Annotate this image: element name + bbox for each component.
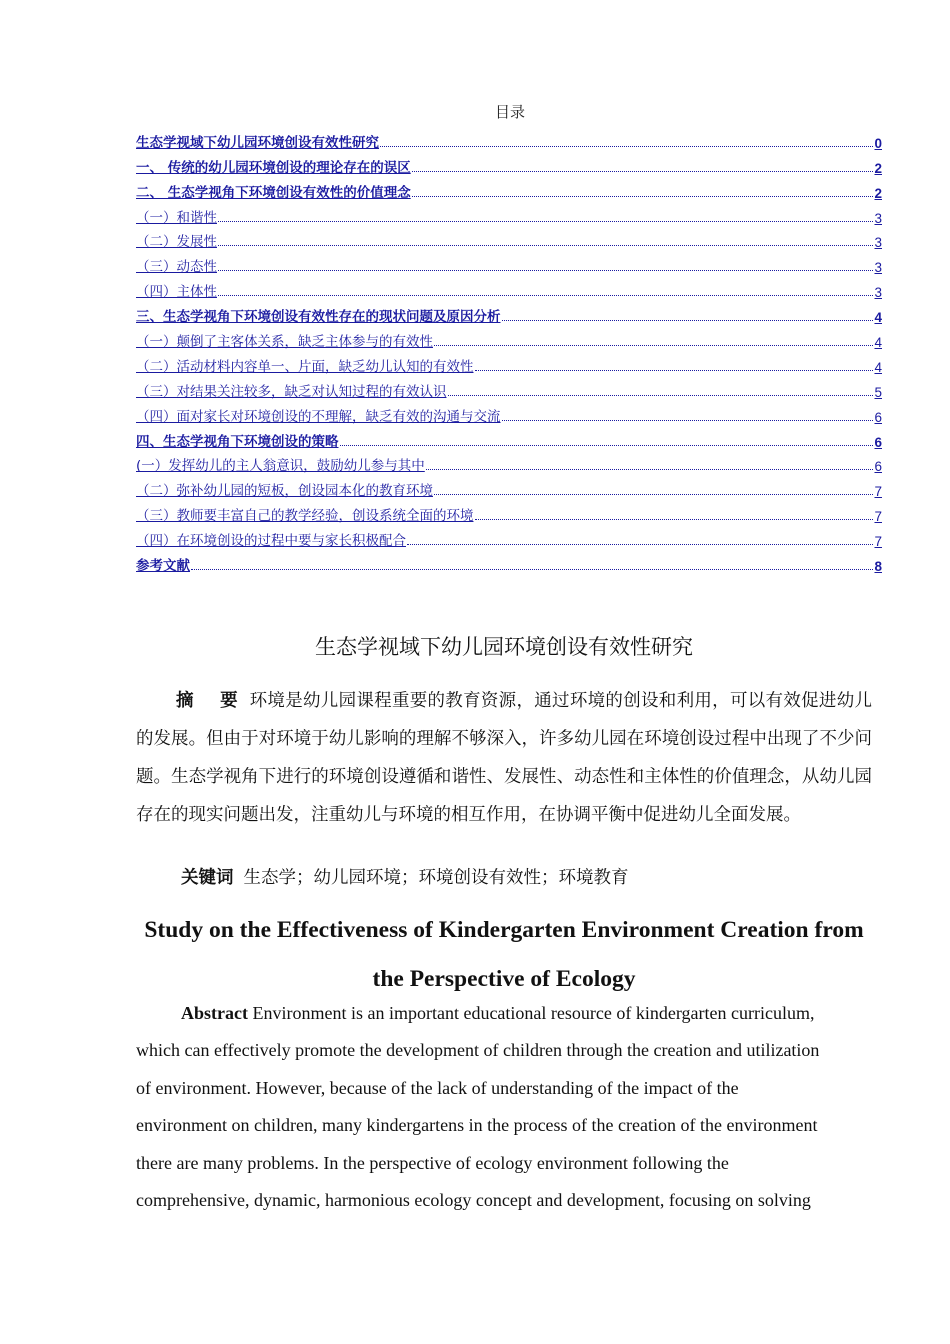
toc-entry-text: （二）发展性 (136, 234, 217, 251)
toc-entry-page: 6 (874, 409, 882, 425)
toc-entry[interactable] (136, 325, 882, 350)
toc-entry-page: 7 (874, 484, 882, 500)
toc-entry[interactable] (136, 474, 882, 499)
toc-leader (426, 469, 874, 470)
chinese-title: 生态学视域下幼儿园环境创设有效性研究 (315, 635, 693, 659)
english-abstract-line: there are many problems. In the perspective of ecology environment following the (136, 1152, 729, 1173)
toc-entry[interactable] (136, 201, 882, 226)
toc-leader (502, 420, 874, 421)
toc-entry-page: 6 (874, 459, 882, 475)
toc-entry[interactable] (136, 350, 882, 375)
english-abstract-line: of environment. However, because of the lack of understanding of the impact of the (136, 1077, 739, 1098)
toc-leader (412, 171, 874, 172)
toc-entry[interactable] (136, 151, 882, 176)
toc-entry-text: 三、生态学视角下环境创设有效性存在的现状问题及原因分析 (136, 309, 501, 326)
toc-entry-text: 一、 传统的幼儿园环境创设的理论存在的误区 (136, 159, 411, 176)
english-abstract (136, 995, 866, 1219)
toc-entry-text: 生态学视域下幼儿园环境创设有效性研究 (136, 134, 379, 151)
toc-leader (434, 494, 873, 495)
toc-entry-page: 6 (874, 434, 882, 450)
toc-leader (218, 221, 873, 222)
toc-entry-text: （四）主体性 (136, 284, 217, 301)
toc-leader (380, 146, 873, 147)
toc-leader (502, 320, 874, 321)
toc-entry-page: 8 (874, 559, 882, 575)
toc-entry[interactable] (136, 275, 882, 300)
toc-entry[interactable] (136, 250, 882, 275)
toc-leader (218, 270, 873, 271)
keywords-text: 生态学；幼儿园环境；环境创设有效性；环境教育 (243, 868, 629, 888)
chinese-abstract-label (176, 691, 238, 711)
abstract-label-char: 要 (219, 691, 238, 711)
toc-entry-page: 3 (874, 285, 882, 301)
toc-entry-text: （三）教师要丰富自己的教学经验，创设系统全面的环境 (136, 508, 474, 525)
toc-entry-page: 7 (874, 534, 882, 550)
toc-entry[interactable] (136, 300, 882, 325)
toc-entry[interactable] (136, 126, 882, 151)
toc-entry-page: 4 (874, 310, 882, 326)
toc-entry-page: 3 (874, 210, 882, 226)
toc-entry-page: 4 (874, 359, 882, 375)
chinese-abstract (136, 682, 872, 834)
abstract-label-char: 摘 (176, 691, 194, 711)
toc-entry[interactable] (136, 549, 882, 574)
toc-entry-page: 2 (874, 185, 882, 201)
toc-entry-page: 2 (874, 160, 882, 176)
toc-leader (475, 519, 874, 520)
toc-entry-page: 4 (874, 335, 882, 351)
chinese-keywords (181, 864, 629, 889)
english-title: Study on the Effectiveness of Kindergarten Environment Creation from the Perspective of Ecology (144, 917, 864, 992)
toc-leader (218, 245, 873, 246)
toc-entry-page: 5 (874, 384, 882, 400)
english-abstract-line: which can effectively promote the development of children through the creation and utilization (136, 1040, 820, 1061)
toc-entry-text: (一）发挥幼儿的主人翁意识，鼓励幼儿参与其中 (136, 458, 425, 475)
toc-entry[interactable] (136, 425, 882, 450)
toc-leader (448, 395, 874, 396)
toc-entry-text: （二）活动材料内容单一、片面，缺乏幼儿认知的有效性 (136, 358, 474, 375)
english-abstract-line: comprehensive, dynamic, harmonious ecology concept and development, focusing on solving (136, 1190, 811, 1211)
toc-title: 目录 (494, 103, 525, 121)
toc-entry-text: （一）和谐性 (136, 209, 217, 226)
toc-entry[interactable] (136, 524, 882, 549)
table-of-contents (136, 126, 882, 574)
toc-entry-text: （三）对结果关注较多，缺乏对认知过程的有效认识 (136, 383, 447, 400)
toc-leader (475, 370, 874, 371)
toc-leader (191, 569, 873, 570)
toc-leader (340, 445, 874, 446)
toc-entry[interactable] (136, 226, 882, 251)
english-abstract-label: Abstract (181, 1003, 248, 1023)
toc-leader (407, 544, 873, 545)
chinese-abstract-text: 环境是幼儿园课程重要的教育资源，通过环境的创设和利用，可以有效促进幼儿的发展。但由于对环境于幼儿影响的理解不够深入，许多幼儿园在环境创设过程中出现了不少问题。生态学视角下进行的环境创设遵循和谐性、发展性、动态性和主体性的价值理念，从幼儿园存在的现实问题出发，注重幼儿与环境的相互作用，在协调平衡中促进幼儿全面发展。 (136, 691, 873, 825)
english-abstract-line (136, 995, 866, 1032)
toc-entry-page: 0 (874, 135, 882, 151)
toc-leader (434, 345, 873, 346)
toc-entry[interactable] (136, 499, 882, 524)
toc-entry-text: （四）在环境创设的过程中要与家长积极配合 (136, 533, 406, 550)
toc-entry-text: 参考文献 (136, 558, 190, 575)
toc-entry-page: 7 (874, 509, 882, 525)
toc-entry-text: 二、 生态学视角下环境创设有效性的价值理念 (136, 184, 411, 201)
toc-entry[interactable] (136, 450, 882, 475)
toc-entry-text: （一）颠倒了主客体关系，缺乏主体参与的有效性 (136, 334, 433, 351)
toc-entry-text: （三）动态性 (136, 259, 217, 276)
toc-entry-text: （二）弥补幼儿园的短板，创设园本化的教育环境 (136, 483, 433, 500)
keywords-label: 关键词 (181, 868, 234, 888)
toc-leader (412, 196, 874, 197)
toc-entry[interactable] (136, 400, 882, 425)
toc-entry-page: 3 (874, 235, 882, 251)
english-abstract-text: Environment is an important educational resource of kindergarten curriculum, (252, 1003, 815, 1023)
toc-entry-text: 四、生态学视角下环境创设的策略 (136, 433, 339, 450)
toc-entry[interactable] (136, 375, 882, 400)
english-abstract-line: environment on children, many kindergartens in the process of the creation of the environment (136, 1115, 818, 1136)
toc-entry-text: （四）面对家长对环境创设的不理解，缺乏有效的沟通与交流 (136, 408, 501, 425)
toc-entry-page: 3 (874, 260, 882, 276)
toc-entry[interactable] (136, 176, 882, 201)
toc-leader (218, 295, 873, 296)
